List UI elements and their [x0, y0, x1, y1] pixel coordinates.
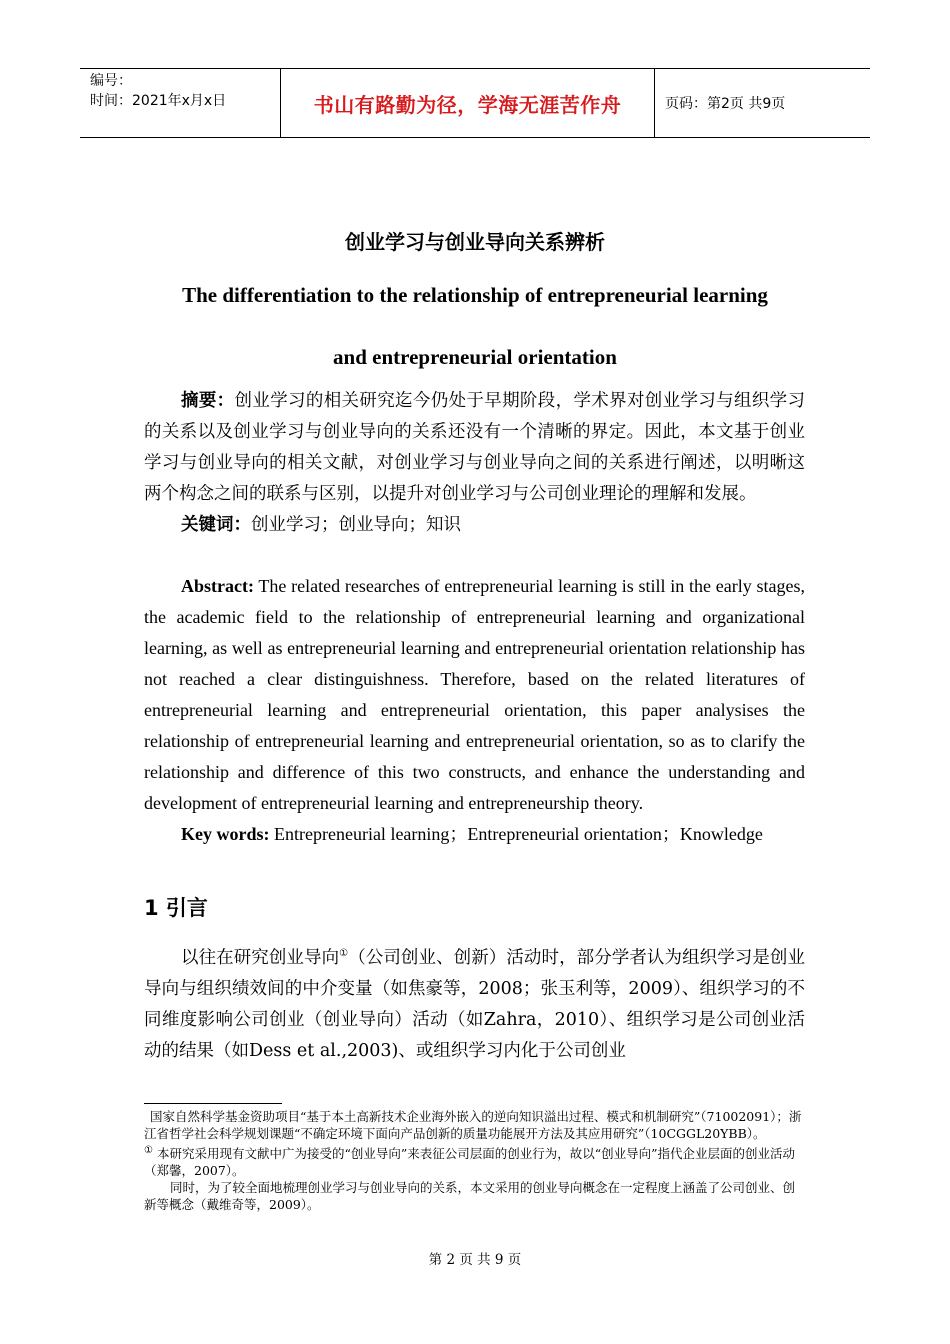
header-page-info: 页码：第2页 共9页 — [665, 96, 786, 112]
footnote-1-continued: 同时，为了较全面地梳理创业学习与创业导向的关系，本文采用的创业导向概念在一定程度上涵盖了公司创业、创新等概念（戴维奇等，2009）。 — [144, 1180, 796, 1213]
footnotes — [144, 1108, 805, 1213]
section-1-text-rest: （公司创业、创新）活动时，部分学者认为组织学习是创业导向与组织绩效间的中介变量（如焦豪等，2008；张玉利等，2009）、组织学习的不同维度影响公司创业（创业导向）活动（如Zahra，2010）、组织学习是公司创业活动的结果（如Dess et al.,2003)、或组织学习内化于公司创业 — [144, 947, 806, 1061]
document-number-label: 编号： — [90, 73, 132, 89]
section-1-body — [144, 938, 805, 1067]
title-chinese: 创业学习与创业导向关系辨析 — [345, 230, 605, 254]
title-english-line1: The differentiation to the relationship of entrepreneurial learning — [182, 283, 768, 307]
abstract-chinese-text: 创业学习的相关研究迄今仍处于早期阶段，学术界对创业学习与组织学习的关系以及创业学习与创业导向的关系还没有一个清晰的界定。因此，本文基于创业学习与创业导向的相关文献，对创业学习与创业导向之间的关系进行阐述，以明晰这两个构念之间的联系与区别，以提升对创业学习与公司创业理论的理解和发展。 — [144, 391, 805, 504]
page-footer: 第 2 页 共 9 页 — [428, 1252, 522, 1268]
keywords-english-text: Entrepreneurial learning；Entrepreneurial orientation；Knowledge — [269, 824, 763, 844]
header-table — [80, 68, 870, 138]
keywords-chinese-label: 关键词： — [181, 515, 251, 535]
abstract-english-label: Abstract: — [181, 576, 254, 596]
footnote-marker: ① — [339, 948, 349, 959]
header-meta-cell — [80, 69, 281, 137]
header-motto: 书山有路勤为径，学海无涯苦作舟 — [313, 92, 622, 117]
header-page-cell — [655, 69, 870, 137]
footnote-separator — [144, 1103, 282, 1104]
keywords-chinese-text: 创业学习；创业导向；知识 — [251, 515, 461, 535]
keywords-chinese-paragraph — [144, 510, 805, 541]
section-1-paragraph — [144, 938, 805, 1067]
abstract-english-paragraph — [144, 571, 805, 819]
keywords-english-label: Key words: — [181, 824, 270, 844]
footnote-1-mark: ① — [144, 1145, 153, 1156]
footnote-funding: 国家自然科学基金资助项目“基于本土高新技术企业海外嵌入的逆向知识溢出过程、模式和机制研究”（71002091）；浙江省哲学社会科学规划课题“不确定环境下面向产品创新的质量功能展开方法及其应用研究”（10CGGL20YBB）。 — [144, 1109, 802, 1141]
footnote-1 — [144, 1142, 805, 1179]
title-english-line2: and entrepreneurial orientation — [333, 345, 617, 369]
abstract-chinese-label: 摘要： — [181, 391, 235, 411]
keywords-english-paragraph — [144, 819, 805, 850]
section-1-text-start: 以往在研究创业导向 — [181, 947, 340, 968]
abstract-chinese-paragraph — [144, 386, 805, 510]
header-motto-cell — [281, 69, 655, 137]
section-1-heading: 1 引言 — [144, 896, 208, 920]
document-time-label: 时间：2021年x月x日 — [90, 93, 227, 109]
abstract-chinese — [144, 386, 805, 541]
footnote-1-text: 本研究采用现有文献中广为接受的“创业导向”来表征公司层面的创业行为，故以“创业导向”指代企业层面的创业活动（郑馨，2007）。 — [144, 1146, 796, 1179]
abstract-english-text: The related researches of entrepreneurial learning is still in the early stages, the academic field to the relationship of entrepreneurial learning and organizational learning, as well as entrepreneurial learning and entrepreneurial orientation relationship has not reached a clear distinguishness. Therefore, based on the related literatures of entrepreneurial learning and entrepreneurial orientation, this paper analysises the relationship of entrepreneurial learning and entrepreneurial orientation, so as to clarify the relationship and difference of this two constructs, and enhance the understanding and development of entrepreneurial learning and entrepreneurship theory. — [144, 576, 805, 813]
abstract-english — [144, 571, 805, 850]
